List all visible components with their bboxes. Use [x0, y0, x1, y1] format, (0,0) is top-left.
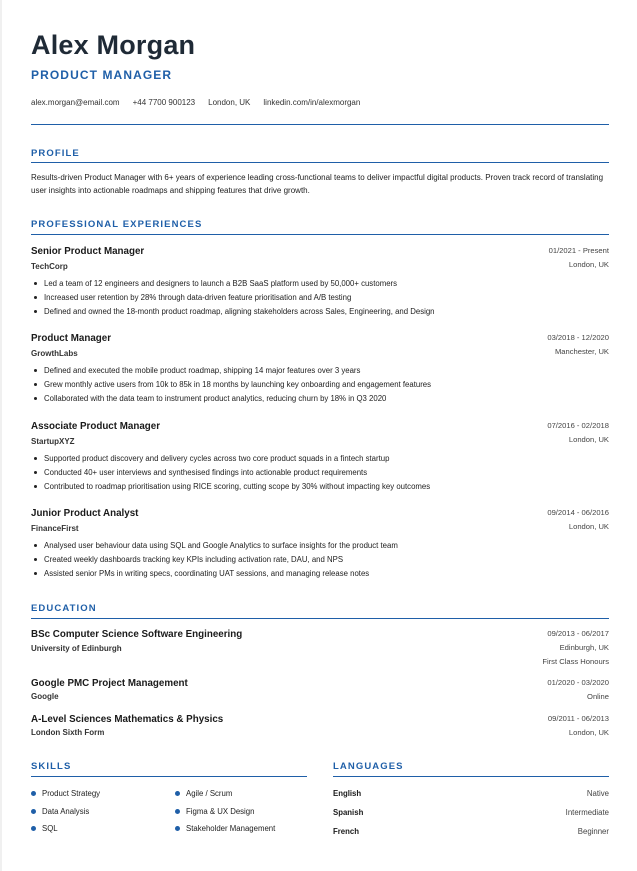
profile-heading: PROFILE	[31, 148, 80, 159]
bullet-dot-icon	[31, 826, 36, 831]
language-level: Intermediate	[565, 808, 609, 817]
skill-item	[31, 824, 58, 833]
job-location: Manchester, UK	[554, 347, 609, 356]
degree-title: Google PMC Project Management	[31, 678, 188, 689]
education-dates: 09/2011 - 06/2013	[547, 714, 609, 723]
language-name: French	[333, 827, 359, 836]
job-bullet: Assisted senior PMs in writing specs, coordinating UAT sessions, and managing release notes	[31, 569, 398, 583]
job-bullet: Defined and owned the 18-month product roadmap, aligning stakeholders across Sales, Engineering, and Design	[31, 307, 435, 321]
degree-title: A-Level Sciences Mathematics & Physics	[31, 714, 224, 725]
job-location: London, UK	[568, 522, 609, 531]
education-honours: First Class Honours	[542, 657, 609, 666]
contact-location: London, UK	[208, 98, 251, 107]
job-bullet: Conducted 40+ user interviews and synthesised findings into actionable product requirements	[31, 468, 430, 482]
job-title: Associate Product Manager	[31, 421, 161, 432]
job-company: StartupXYZ	[31, 437, 75, 446]
job-title: Senior Product Manager	[31, 246, 145, 257]
job-dates: 03/2018 - 12/2020	[547, 333, 609, 342]
languages-divider	[333, 776, 609, 777]
contact-phone: +44 7700 900123	[132, 98, 196, 107]
job-company: GrowthLabs	[31, 349, 78, 358]
job-bullet: Collaborated with the data team to instrument product analytics, reducing churn by 18% in Q3 2020	[31, 394, 431, 408]
skill-item	[175, 824, 275, 833]
skill-item	[31, 789, 100, 798]
job-dates: 09/2014 - 06/2016	[547, 508, 609, 517]
education-heading: EDUCATION	[31, 603, 97, 614]
bullet-dot-icon	[31, 809, 36, 814]
education-dates: 01/2020 - 03/2020	[547, 678, 609, 687]
job-bullet: Contributed to roadmap prioritisation using RICE scoring, cutting scope by 30% without impacting key outcomes	[31, 482, 430, 496]
job-bullets	[31, 454, 430, 496]
education-location: London, UK	[568, 728, 609, 737]
contact-linkedin[interactable]: linkedin.com/in/alexmorgan	[263, 98, 361, 107]
job-bullet: Increased user retention by 28% through data-driven feature prioritisation and A/B testing	[31, 293, 435, 307]
contact-line	[31, 98, 360, 107]
skill-label: Figma & UX Design	[186, 807, 255, 816]
skill-label: Stakeholder Management	[186, 824, 276, 833]
education-location: Online	[587, 692, 609, 701]
job-location: London, UK	[568, 435, 609, 444]
job-company: TechCorp	[31, 262, 68, 271]
bullet-dot-icon	[175, 809, 180, 814]
profile-divider	[31, 162, 609, 163]
experience-heading: PROFESSIONAL EXPERIENCES	[31, 219, 203, 230]
school-name: Google	[31, 692, 59, 701]
job-bullet: Led a team of 12 engineers and designers to launch a B2B SaaS platform used by 50,000+ customers	[31, 279, 435, 293]
skill-label: Data Analysis	[42, 807, 90, 816]
job-bullet: Defined and executed the mobile product roadmap, shipping 14 major features over 3 years	[31, 366, 431, 380]
job-bullet: Supported product discovery and delivery cycles across two core product squads in a fintech startup	[31, 454, 430, 468]
job-bullet: Created weekly dashboards tracking key KPIs including activation rate, DAU, and NPS	[31, 555, 398, 569]
education-location: Edinburgh, UK	[559, 643, 609, 652]
skills-divider	[31, 776, 307, 777]
skill-item	[175, 789, 232, 798]
job-bullets	[31, 541, 398, 583]
skill-label: Agile / Scrum	[186, 789, 233, 798]
candidate-name: Alex Morgan	[31, 30, 196, 60]
job-bullets	[31, 366, 431, 408]
job-title: Junior Product Analyst	[31, 508, 139, 519]
experience-divider	[31, 234, 609, 235]
job-location: London, UK	[568, 260, 609, 269]
job-dates: 07/2016 - 02/2018	[547, 421, 609, 430]
page-edge	[0, 0, 2, 871]
language-name: English	[333, 789, 362, 798]
degree-title: BSc Computer Science Software Engineering	[31, 629, 243, 640]
language-level: Native	[586, 789, 609, 798]
candidate-role: PRODUCT MANAGER	[31, 68, 173, 82]
job-company: FinanceFirst	[31, 524, 79, 533]
languages-heading: LANGUAGES	[333, 761, 404, 772]
school-name: University of Edinburgh	[31, 644, 122, 653]
profile-text: Results-driven Product Manager with 6+ years of experience leading cross-functional teams to deliver impactful digital products. Proven track record of translating user insights into actionable roadmaps and shipping features that drive growth.	[31, 173, 604, 195]
bullet-dot-icon	[175, 826, 180, 831]
skill-label: SQL	[42, 824, 58, 833]
bullet-dot-icon	[31, 791, 36, 796]
education-divider	[31, 618, 609, 619]
job-bullet: Grew monthly active users from 10k to 85k in 18 months by launching key onboarding and engagement features	[31, 380, 431, 394]
skill-item	[175, 807, 254, 816]
skills-heading: SKILLS	[31, 761, 72, 772]
job-dates: 01/2021 - Present	[548, 246, 609, 255]
header-divider	[31, 124, 609, 125]
job-bullet: Analysed user behaviour data using SQL and Google Analytics to surface insights for the product team	[31, 541, 398, 555]
bullet-dot-icon	[175, 791, 180, 796]
language-level: Beginner	[577, 827, 609, 836]
school-name: London Sixth Form	[31, 728, 105, 737]
job-title: Product Manager	[31, 333, 112, 344]
skill-item	[31, 807, 89, 816]
skill-label: Product Strategy	[42, 789, 101, 798]
language-name: Spanish	[333, 808, 364, 817]
contact-email[interactable]: alex.morgan@email.com	[31, 98, 120, 107]
job-bullets	[31, 279, 435, 321]
education-dates: 09/2013 - 06/2017	[547, 629, 609, 638]
